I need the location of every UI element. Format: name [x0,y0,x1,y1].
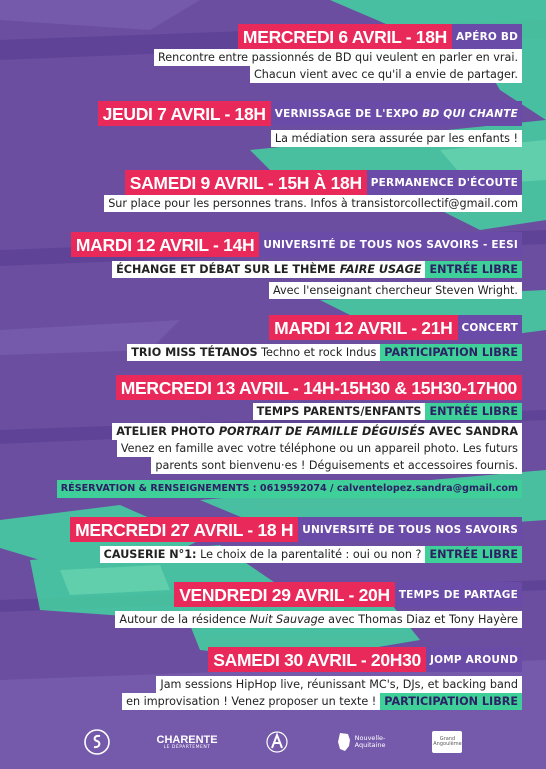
event-4 [71,232,522,299]
event-date: MERCREDI 6 AVRIL - 18H [238,24,452,49]
event-3 [104,170,522,212]
event-header [269,315,522,340]
transistor-logo [84,729,110,755]
talk-number: CAUSERIE N°1: [103,548,197,561]
event-subtitle-text: ÉCHANGE ET DÉBAT SUR LE THÈME [116,263,340,276]
event-subtitle-row [100,546,522,563]
event-subtitle-theme: FAIRE USAGE [339,263,422,276]
a-logo [265,729,289,755]
charente-logo-text: CHARENTE [156,733,218,746]
event-description: Jam sessions HipHop live, réunissant MC's, DJs, et backing band [156,676,522,693]
event-date: MARDI 12 AVRIL - 21H [269,315,457,340]
event-description: La médiation sera assurée par les enfants ! [271,130,522,147]
event-date: SAMEDI 30 AVRIL - 20H30 [208,647,426,672]
event-description: Chacun vient avec ce qu'il a envie de partager. [250,66,522,83]
event-description: en improvisation ! Venez proposer un texte ! [122,693,380,710]
event-last-row [122,693,522,710]
workshop-title-suffix: AVEC SANDRA [425,425,518,438]
event-date: MERCREDI 13 AVRIL - 14H-15H30 & 15H30-17H00 [116,375,522,400]
workshop-title-italic: PORTRAIT DE FAMILLE DÉGUISÉS [218,425,426,438]
event-header [116,375,522,400]
event-description-text: Autour de la résidence [119,613,250,626]
event-8 [115,582,522,628]
event-subtitle-row [127,344,522,361]
region-name-line2: Aquitaine [354,741,386,749]
event-header [71,232,522,257]
event-header [238,24,522,49]
nouvelle-aquitaine-logo [336,732,386,752]
transistor-logo-icon [84,729,110,755]
event-date: VENDREDI 29 AVRIL - 20H [174,582,395,607]
event-type: UNIVERSITÉ DE TOUS NOS SAVOIRS - EESI [259,232,522,257]
entry-badge: ENTRÉE LIBRE [425,546,522,563]
region-name-line1: Nouvelle- [354,734,386,742]
event-subtitle [112,261,425,278]
event-1 [154,24,522,83]
workshop-title [112,423,522,440]
event-type: UNIVERSITÉ DE TOUS NOS SAVOIRS [298,517,522,542]
event-description: Rencontre entre passionnés de BD qui veulent en parler en vrai. [154,49,522,66]
event-date: SAMEDI 9 AVRIL - 15H À 18H [125,170,367,195]
event-type-title: BD QUI CHANTE [422,107,518,120]
event-description: Venez en famille avec votre téléphone ou un appareil photo. Les futurs [117,440,522,457]
event-subtitle-row [253,403,522,420]
event-subtitle [100,546,426,563]
event-header [174,582,522,607]
charente-logo-subtitle: LE DÉPARTEMENT [163,744,211,750]
entry-badge: ENTRÉE LIBRE [425,403,522,420]
event-type: APÉRO BD [452,24,522,49]
event-header [208,647,522,672]
event-description [115,611,522,628]
event-subtitle [127,344,380,361]
event-description: parents sont bienvenu·es ! Déguisements et accessoires fournis. [151,457,522,474]
event-description: Avec l'enseignant chercheur Steven Wright. [269,282,522,299]
event-subtitle-text: Le choix de la parentalité : oui ou non ? [196,548,422,561]
event-header [98,101,522,126]
grand-angouleme-logo [432,731,462,753]
entry-badge: PARTICIPATION LIBRE [380,344,522,361]
event-type-text: VERNISSAGE DE L'EXPO [274,107,423,120]
grand-angouleme-line1: Grand [439,735,456,742]
event-type: PERMANENCE D'ÉCOUTE [367,170,522,195]
event-type [271,101,522,126]
a-logo-icon [265,729,289,755]
event-subtitle: TEMPS PARENTS/ENFANTS [253,403,426,420]
entry-badge: PARTICIPATION LIBRE [380,693,522,710]
residency-name: Nuit Sauvage [249,613,325,626]
reservation-info: RÉSERVATION & RENSEIGNEMENTS : 0619592074 / calventelopez.sandra@gmail.com [57,480,522,498]
event-subtitle-text: Techno et rock Indus [257,346,377,359]
event-type: JOMP AROUND [426,647,522,672]
partner-logos [0,724,546,760]
event-type: CONCERT [458,315,522,340]
charente-logo [157,735,218,750]
event-2 [98,101,522,147]
event-header [125,170,522,195]
performer-name: TRIO MISS TÉTANOS [131,346,258,359]
grand-angouleme-line2: Angoulême [433,741,462,747]
event-date: MARDI 12 AVRIL - 14H [71,232,259,257]
event-6 [57,375,522,498]
event-subtitle-row [112,261,522,278]
workshop-title-text: ATELIER PHOTO [116,425,219,438]
event-header [70,517,522,542]
event-date: MERCREDI 27 AVRIL - 18 H [70,517,298,542]
event-5 [127,315,522,361]
event-description-suffix: avec Thomas Diaz et Tony Hayère [324,613,518,626]
event-date: JEUDI 7 AVRIL - 18H [98,101,271,126]
event-type: TEMPS DE PARTAGE [395,582,522,607]
event-description: Sur place pour les personnes trans. Infos à transistorcollectif@gmail.com [104,195,522,212]
grand-angouleme-badge [432,731,462,753]
event-7 [70,517,522,563]
region-shape-icon [336,732,352,752]
entry-badge: ENTRÉE LIBRE [425,261,522,278]
event-9 [122,647,522,710]
